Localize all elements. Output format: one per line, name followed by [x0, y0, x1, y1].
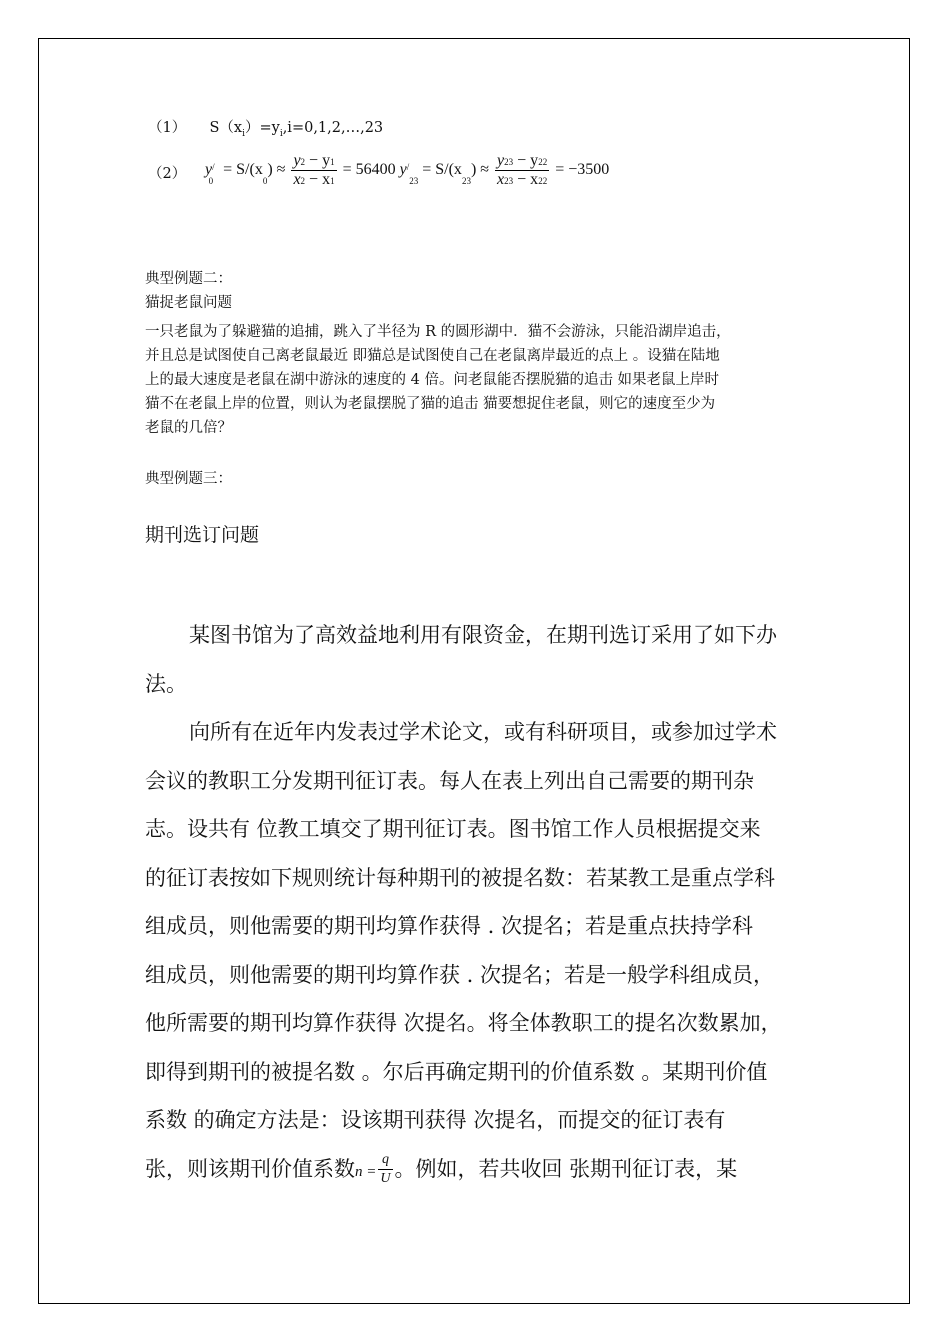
example-2-heading: 典型例题二：: [145, 271, 232, 287]
q-over-u-fraction: [378, 1151, 392, 1188]
den2-sub2: 22: [538, 176, 548, 186]
paragraph-2-line: 系数 的确定方法是：设该期刊获得 次提名，而提交的征订表有: [145, 1108, 726, 1132]
formula-1-label: （1）: [148, 120, 187, 136]
y23-symbol: y: [399, 161, 407, 179]
paragraph-2-line: 的征订表按如下规则统计每种期刊的被提名数：若某教工是重点学科: [145, 865, 775, 890]
derivative-expression-2: = S/(x: [422, 161, 462, 179]
fraction-denominator: U: [380, 1170, 391, 1186]
example-3-body: [145, 611, 810, 1196]
formula-1-subscript-2: i: [279, 129, 283, 139]
x23-subscript: 23: [461, 176, 471, 187]
example-2-line: 并且总是试图使自己离老鼠最近 即猫总是试图使自己在老鼠离岸最近的点上 。设猫在陆地: [145, 348, 720, 364]
den1-x: x: [293, 171, 301, 188]
formula-1: [148, 119, 383, 139]
prime-mark: /: [212, 162, 215, 173]
value-1: = 56400: [342, 161, 396, 179]
num2-y: y: [497, 152, 505, 169]
example-2-title: 猫捉老鼠问题: [145, 295, 232, 311]
paragraph-2-last-line: [145, 1145, 810, 1197]
n-equals: n =: [355, 1163, 377, 1180]
formula-2: [205, 152, 609, 189]
formula-1-lhs: S（x: [209, 120, 243, 136]
num2-sub: 23: [504, 157, 514, 167]
paragraph-2-line: 即得到期刊的被提名数 。尔后再确定期刊的价值系数 。某期刊价值: [145, 1059, 768, 1084]
paragraph-2-line: 志。设共有 位教工填交了期刊征订表。图书馆工作人员根据提交来: [145, 817, 761, 841]
x0-subscript: 0: [262, 176, 268, 187]
example-2-body: [145, 320, 731, 440]
formula-1-rest: ,i=0,1,2,…,23: [282, 120, 384, 136]
paragraph-2-line: 会议的教职工分发期刊征订表。每人在表上列出自己需要的期刊杂: [145, 768, 754, 793]
paragraph-2-line: 他所需要的期刊均算作获得 次提名。将全体教职工的提名次数累加，: [145, 1011, 782, 1035]
formula-1-subscript: i: [242, 129, 245, 139]
fraction-numerator: q: [378, 1151, 392, 1170]
den1-sub2: 1: [330, 176, 335, 186]
difference-quotient-2: [495, 152, 549, 189]
example-2-line: 一只老鼠为了躲避猫的追捕，跳入了半径为 R 的圆形湖中．猫不会游泳，只能沿湖岸追击，: [145, 324, 731, 340]
paragraph-1: 某图书馆为了高效益地利用有限资金，在期刊选订采用了如下办法。: [145, 623, 777, 696]
derivative-expression: = S/(x: [223, 161, 263, 179]
num2-sub2: 22: [538, 157, 548, 167]
formula-2-label: （2）: [148, 166, 187, 182]
formula-1-rhs: ）=y: [244, 120, 280, 136]
num1-minus: − y: [305, 152, 331, 169]
paragraph-2-line: 向所有在近年内发表过学术论文，或有科研项目，或参加过学术: [189, 720, 777, 744]
difference-quotient-1: [291, 152, 336, 189]
num1-y: y: [293, 152, 301, 169]
den1-sub: 2: [300, 176, 306, 186]
den2-minus: − x: [513, 171, 539, 188]
approx-sign: ) ≈: [267, 161, 286, 179]
example-2-line: 猫不在老鼠上岸的位置，则认为老鼠摆脱了猫的追击 猫要想捉住老鼠，则它的速度至少为: [145, 396, 716, 412]
prime-mark-2: /: [406, 162, 410, 173]
den1-minus: − x: [305, 171, 331, 188]
num2-minus: − y: [513, 152, 539, 169]
num1-sub2: 1: [330, 157, 335, 167]
value-2: = −3500: [555, 161, 610, 179]
example-2-line: 老鼠的几倍？: [145, 420, 232, 436]
example-3-title: 期刊选订问题: [145, 524, 260, 546]
den2-x: x: [497, 171, 505, 188]
y0-subscript: 0: [208, 176, 214, 187]
example-3-heading: 典型例题三：: [145, 471, 232, 487]
example-2-line: 上的最大速度是老鼠在湖中游泳的速度的 4 倍。问老鼠能否摆脱猫的追击 如果老鼠上岸时: [145, 372, 720, 388]
den2-sub: 23: [504, 176, 514, 186]
paragraph-2-line: 组成员，则他需要的期刊均算作获得 . 次提名；若是重点扶持学科: [145, 914, 754, 938]
y0-symbol: y: [205, 161, 213, 179]
last-line-suffix: 。例如，若共收回 张期刊征订表，某: [394, 1156, 738, 1181]
paragraph-2-line: 组成员，则他需要的期刊均算作获 . 次提名；若是一般学科组成员，: [145, 962, 775, 987]
y23-subscript: 23: [409, 176, 419, 187]
num1-sub: 2: [300, 157, 306, 167]
last-line-prefix: 张，则该期刊价值系数: [145, 1156, 355, 1181]
approx-sign-2: ) ≈: [470, 161, 490, 179]
